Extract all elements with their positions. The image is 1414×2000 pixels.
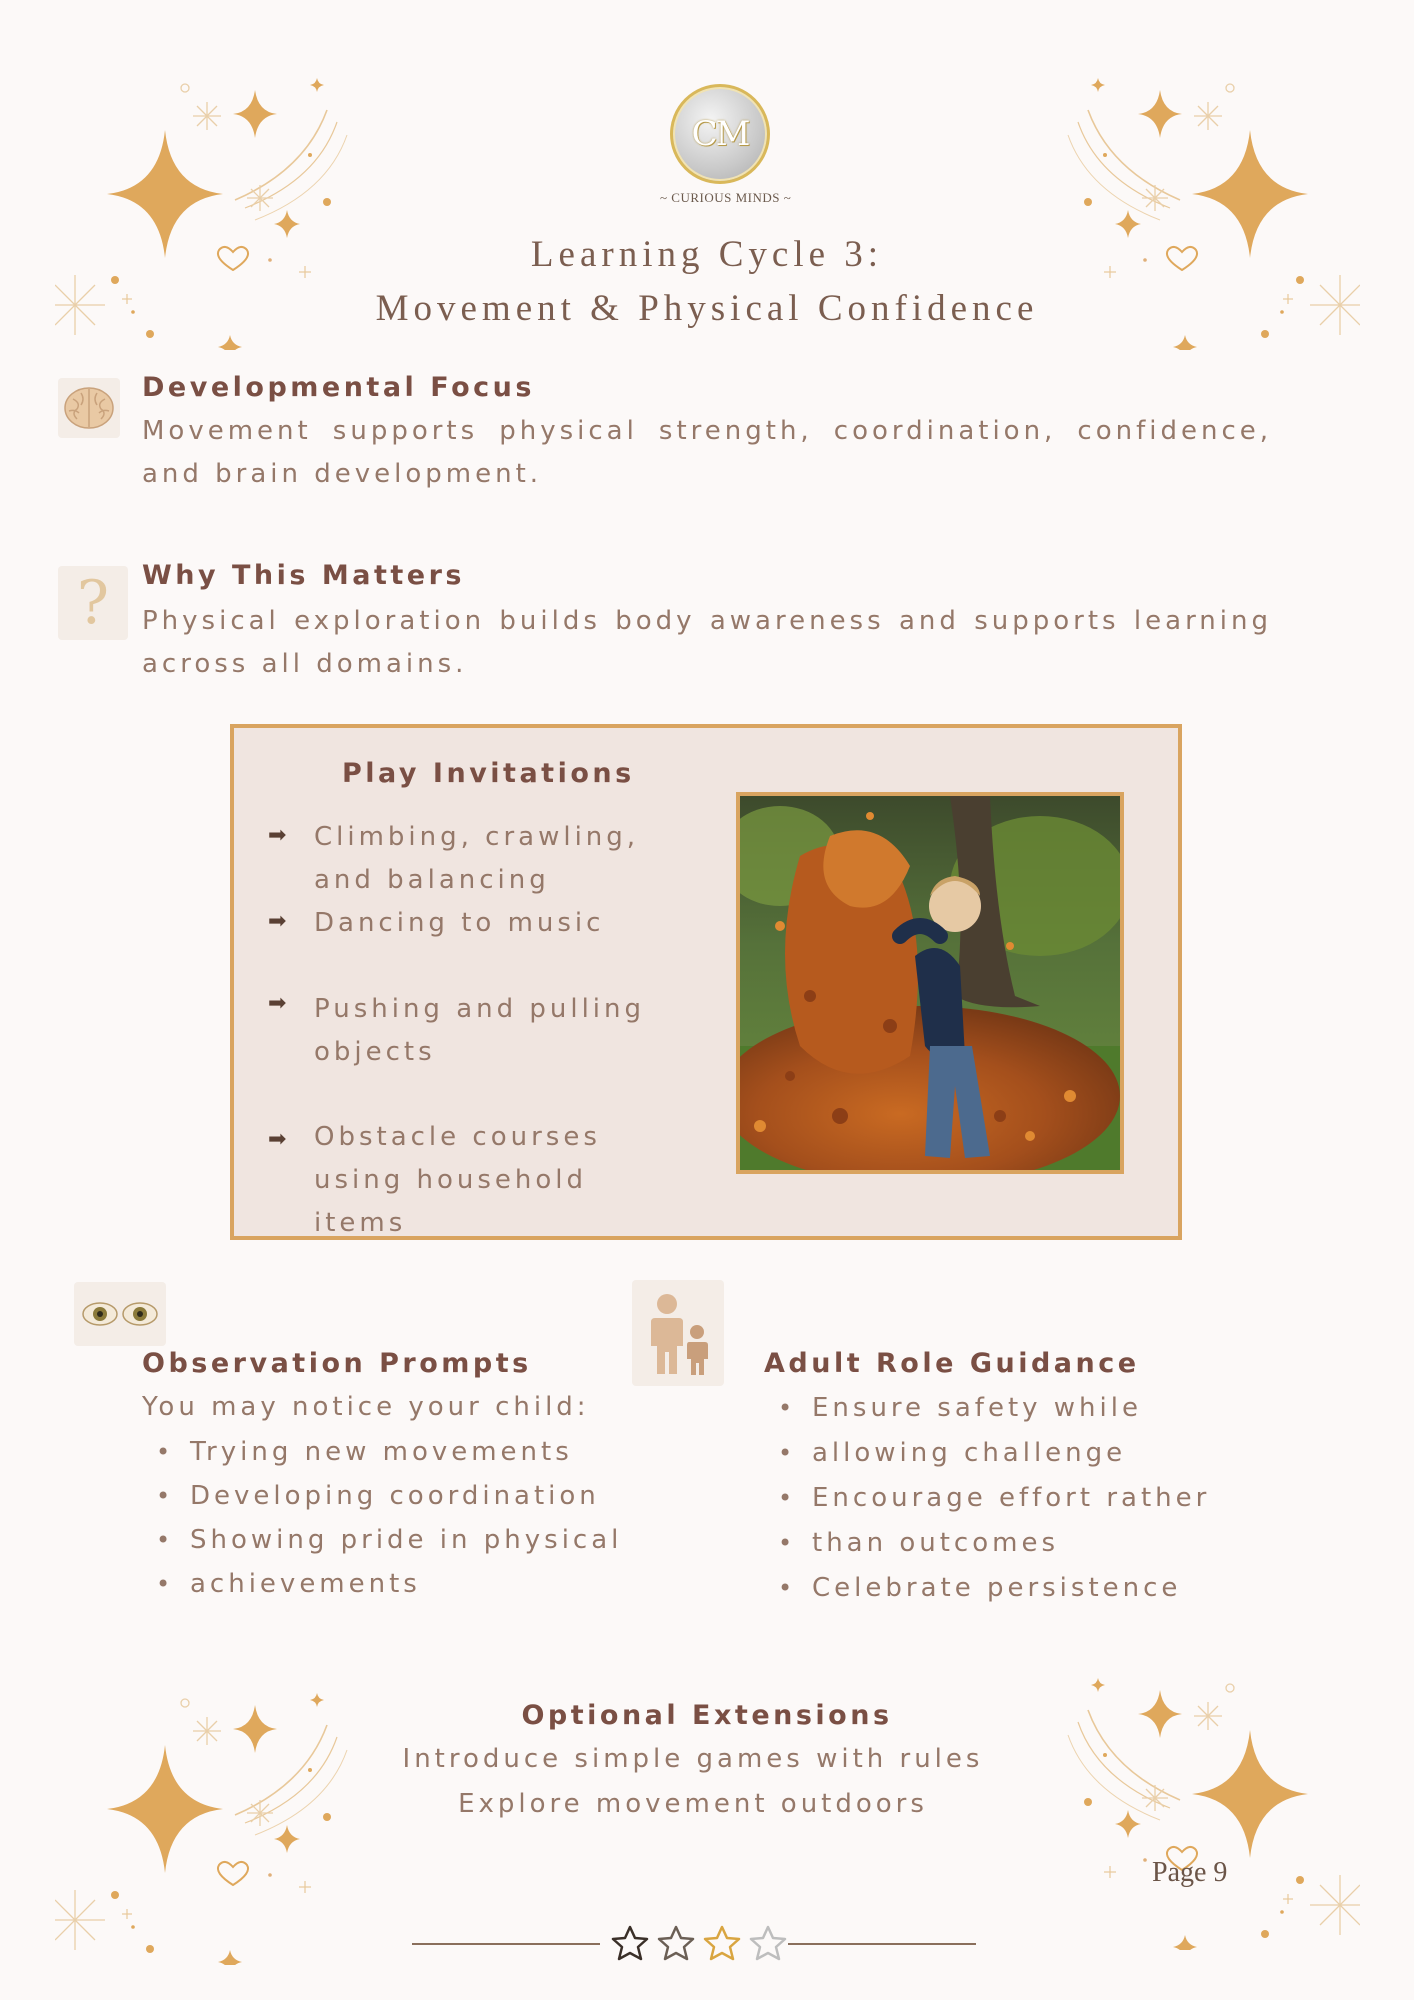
page-title-line2: Movement & Physical Confidence bbox=[375, 288, 1039, 329]
list-item: • Developing coordination bbox=[142, 1474, 622, 1518]
extensions-heading: Optional Extensions bbox=[521, 1700, 893, 1731]
adult-role-list bbox=[764, 1386, 1210, 1611]
play-item-4-line3: items bbox=[314, 1208, 407, 1238]
why-matters-heading: Why This Matters bbox=[142, 560, 465, 591]
play-item-3-line2: objects bbox=[314, 1037, 436, 1067]
logo-brand-name: ~ CURIOUS MINDS ~ bbox=[660, 190, 792, 205]
play-item-4-line1: Obstacle courses bbox=[314, 1122, 601, 1152]
question-mark-icon: ? bbox=[58, 566, 128, 640]
play-item-1-line1: Climbing, crawling, bbox=[314, 822, 640, 852]
play-item-3-line1: Pushing and pulling bbox=[314, 994, 646, 1024]
star-icon bbox=[659, 1927, 693, 1959]
page-number: Page 9 bbox=[1152, 1857, 1228, 1888]
child-in-leaves-photo bbox=[736, 792, 1124, 1174]
eyes-icon bbox=[74, 1282, 166, 1346]
arrow-icon: ➡ bbox=[268, 908, 287, 933]
list-item-continuation-text: than outcomes bbox=[812, 1528, 1059, 1558]
why-matters-body: Physical exploration builds body awareness and supports learning across all domains. bbox=[142, 606, 1272, 679]
list-item-continuation bbox=[764, 1431, 1210, 1476]
list-item-continuation bbox=[764, 1521, 1210, 1566]
star-icon bbox=[705, 1927, 739, 1959]
adult-role-heading: Adult Role Guidance bbox=[764, 1348, 1140, 1379]
star-icon bbox=[751, 1927, 785, 1959]
arrow-icon: ➡ bbox=[268, 990, 287, 1015]
developmental-focus-body: Movement supports physical strength, coordination, confidence, and brain development. bbox=[142, 416, 1272, 489]
arrow-icon: ➡ bbox=[268, 1126, 287, 1151]
play-item-1-line2: and balancing bbox=[314, 865, 550, 895]
list-item-continuation-text: allowing challenge bbox=[812, 1438, 1127, 1468]
logo bbox=[660, 84, 792, 206]
logo-badge bbox=[670, 84, 770, 184]
list-item: • Celebrate persistence bbox=[764, 1566, 1210, 1611]
list-item-continuation-text: achievements bbox=[190, 1569, 421, 1599]
star-icon bbox=[613, 1927, 647, 1959]
play-item-2-line1: Dancing to music bbox=[314, 908, 605, 938]
developmental-focus-heading: Developmental Focus bbox=[142, 372, 535, 403]
extensions-line2: Explore movement outdoors bbox=[458, 1789, 928, 1819]
list-item: • Showing pride in physical bbox=[142, 1518, 622, 1562]
logo-initials: CM bbox=[691, 114, 749, 154]
footer-divider bbox=[412, 1919, 976, 1969]
extensions-line1: Introduce simple games with rules bbox=[402, 1744, 984, 1774]
observation-intro: You may notice your child: bbox=[142, 1392, 590, 1422]
arrow-icon: ➡ bbox=[268, 822, 287, 847]
list-item: • Trying new movements bbox=[142, 1430, 622, 1474]
adult-and-child-icon bbox=[632, 1280, 724, 1386]
list-item: • Ensure safety while bbox=[764, 1386, 1210, 1431]
list-item-continuation bbox=[142, 1562, 622, 1606]
play-item-4-line2: using household bbox=[314, 1165, 588, 1195]
observation-list bbox=[142, 1430, 622, 1606]
play-invitations-heading: Play Invitations bbox=[342, 758, 635, 789]
page-title-line1: Learning Cycle 3: bbox=[530, 234, 884, 275]
brain-icon bbox=[58, 378, 120, 438]
observation-heading: Observation Prompts bbox=[142, 1348, 532, 1379]
list-item: • Encourage effort rather bbox=[764, 1476, 1210, 1521]
